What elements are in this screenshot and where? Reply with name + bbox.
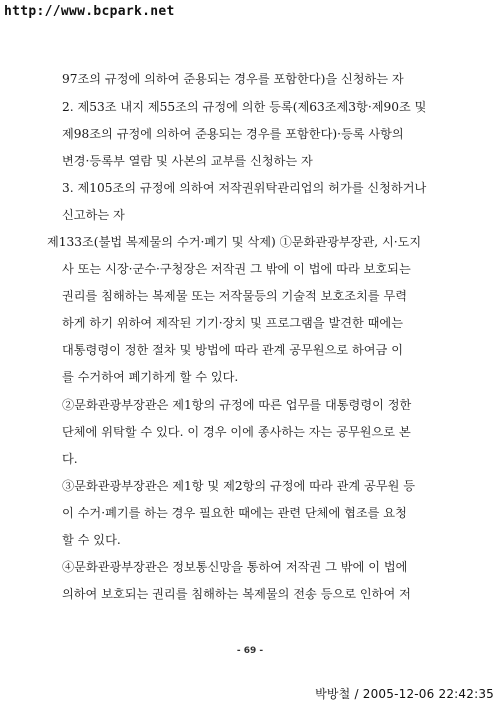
text-line: 이 수거·폐기를 하는 경우 필요한 때에는 관련 단체에 협조를 요청 [62, 506, 407, 520]
text-line: 사 또는 시장·군수·구청장은 저작권 그 밖에 이 법에 따라 보호되는 [62, 262, 411, 276]
text-line: ③문화관광부장관은 제1항 및 제2항의 규정에 따라 관계 공무원 등 [62, 479, 416, 493]
watermark-url: http://www.bcpark.net [4, 4, 175, 19]
text-line: 다. [62, 452, 78, 466]
text-line: 를 수거하여 폐기하게 할 수 있다. [62, 370, 239, 384]
text-line: 3. 제105조의 규정에 의하여 저작권위탁관리업의 허가를 신청하거나 [62, 181, 427, 195]
text-line: 단체에 위탁할 수 있다. 이 경우 이에 종사하는 자는 공무원으로 본 [62, 425, 411, 439]
timestamp-stamp: 박방철 / 2005-12-06 22:42:35 [315, 687, 494, 701]
text-line: 대통령령이 정한 절차 및 방법에 따라 관계 공무원으로 하여금 이 [62, 343, 403, 357]
text-line: 제98조의 규정에 의하여 준용되는 경우를 포함한다)·등록 사항의 [62, 127, 404, 141]
text-line: 2. 제53조 내지 제55조의 규정에 의한 등록(제63조제3항·제90조 및 [62, 100, 427, 114]
text-line: 의하여 보호되는 권리를 침해하는 복제물의 전송 등으로 인하여 저 [62, 587, 411, 601]
text-line: 할 수 있다. [62, 533, 121, 547]
text-line: 97조의 규정에 의하여 준용되는 경우를 포함한다)을 신청하는 자 [62, 72, 404, 86]
text-line: 하게 하기 위하여 제작된 기기·장치 및 프로그램을 발견한 때에는 [62, 316, 403, 330]
text-line: 제133조(불법 복제물의 수거·폐기 및 삭제) ①문화관광부장관, 시·도지 [47, 235, 422, 249]
text-line: 변경·등록부 열람 및 사본의 교부를 신청하는 자 [62, 154, 313, 168]
text-line: 권리를 침해하는 복제물 또는 저작물등의 기술적 보호조치를 무력 [62, 289, 407, 303]
text-line: ②문화관광부장관은 제1항의 규정에 따른 업무를 대통령령이 정한 [62, 398, 412, 412]
text-line: ④문화관광부장관은 정보통신망을 통하여 저작권 그 밖에 이 법에 [62, 560, 408, 574]
text-line: 신고하는 자 [62, 208, 125, 222]
page-number: - 69 - [236, 646, 264, 656]
